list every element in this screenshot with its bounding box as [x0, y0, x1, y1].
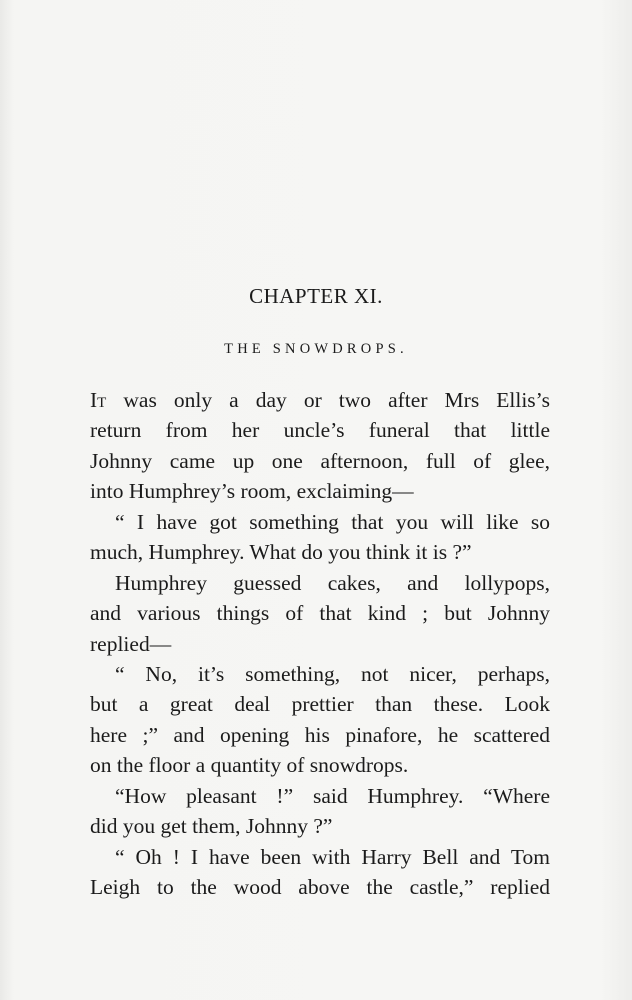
chapter-subtitle: THE SNOWDROPS.	[224, 341, 408, 357]
text-line: Johnny came up one afternoon, full of glee,	[90, 449, 550, 473]
text-line	[90, 385, 550, 415]
chapter-title: CHAPTER XI.	[249, 284, 383, 308]
text-line: into Humphrey’s room, exclaiming—	[90, 479, 414, 503]
text-line: replied—	[90, 632, 172, 656]
text-line: “ Oh ! I have been with Harry Bell and Tom	[115, 845, 550, 869]
text-line: “ No, it’s something, not nicer, perhaps,	[115, 662, 550, 686]
text-line: and various things of that kind ; but Johnny	[90, 601, 550, 625]
text-line: did you get them, Johnny ?”	[90, 814, 333, 838]
text-line: return from her uncle’s funeral that little	[90, 418, 550, 442]
drop-word: It	[90, 388, 107, 412]
text-line: Leigh to the wood above the castle,” replied	[90, 875, 550, 899]
text-line: on the floor a quantity of snowdrops.	[90, 753, 409, 777]
text-line: much, Humphrey. What do you think it is ?”	[90, 540, 472, 564]
text-line: here ;” and opening his pinafore, he scattered	[90, 723, 550, 747]
text-line: Humphrey guessed cakes, and lollypops,	[115, 571, 550, 595]
text-line: “How pleasant !” said Humphrey. “Where	[115, 784, 550, 808]
text-line: “ I have got something that you will like so	[115, 510, 550, 534]
line-rest: was only a day or two after Mrs Ellis’s	[106, 388, 550, 412]
text-line: but a great deal prettier than these. Look	[90, 692, 550, 716]
